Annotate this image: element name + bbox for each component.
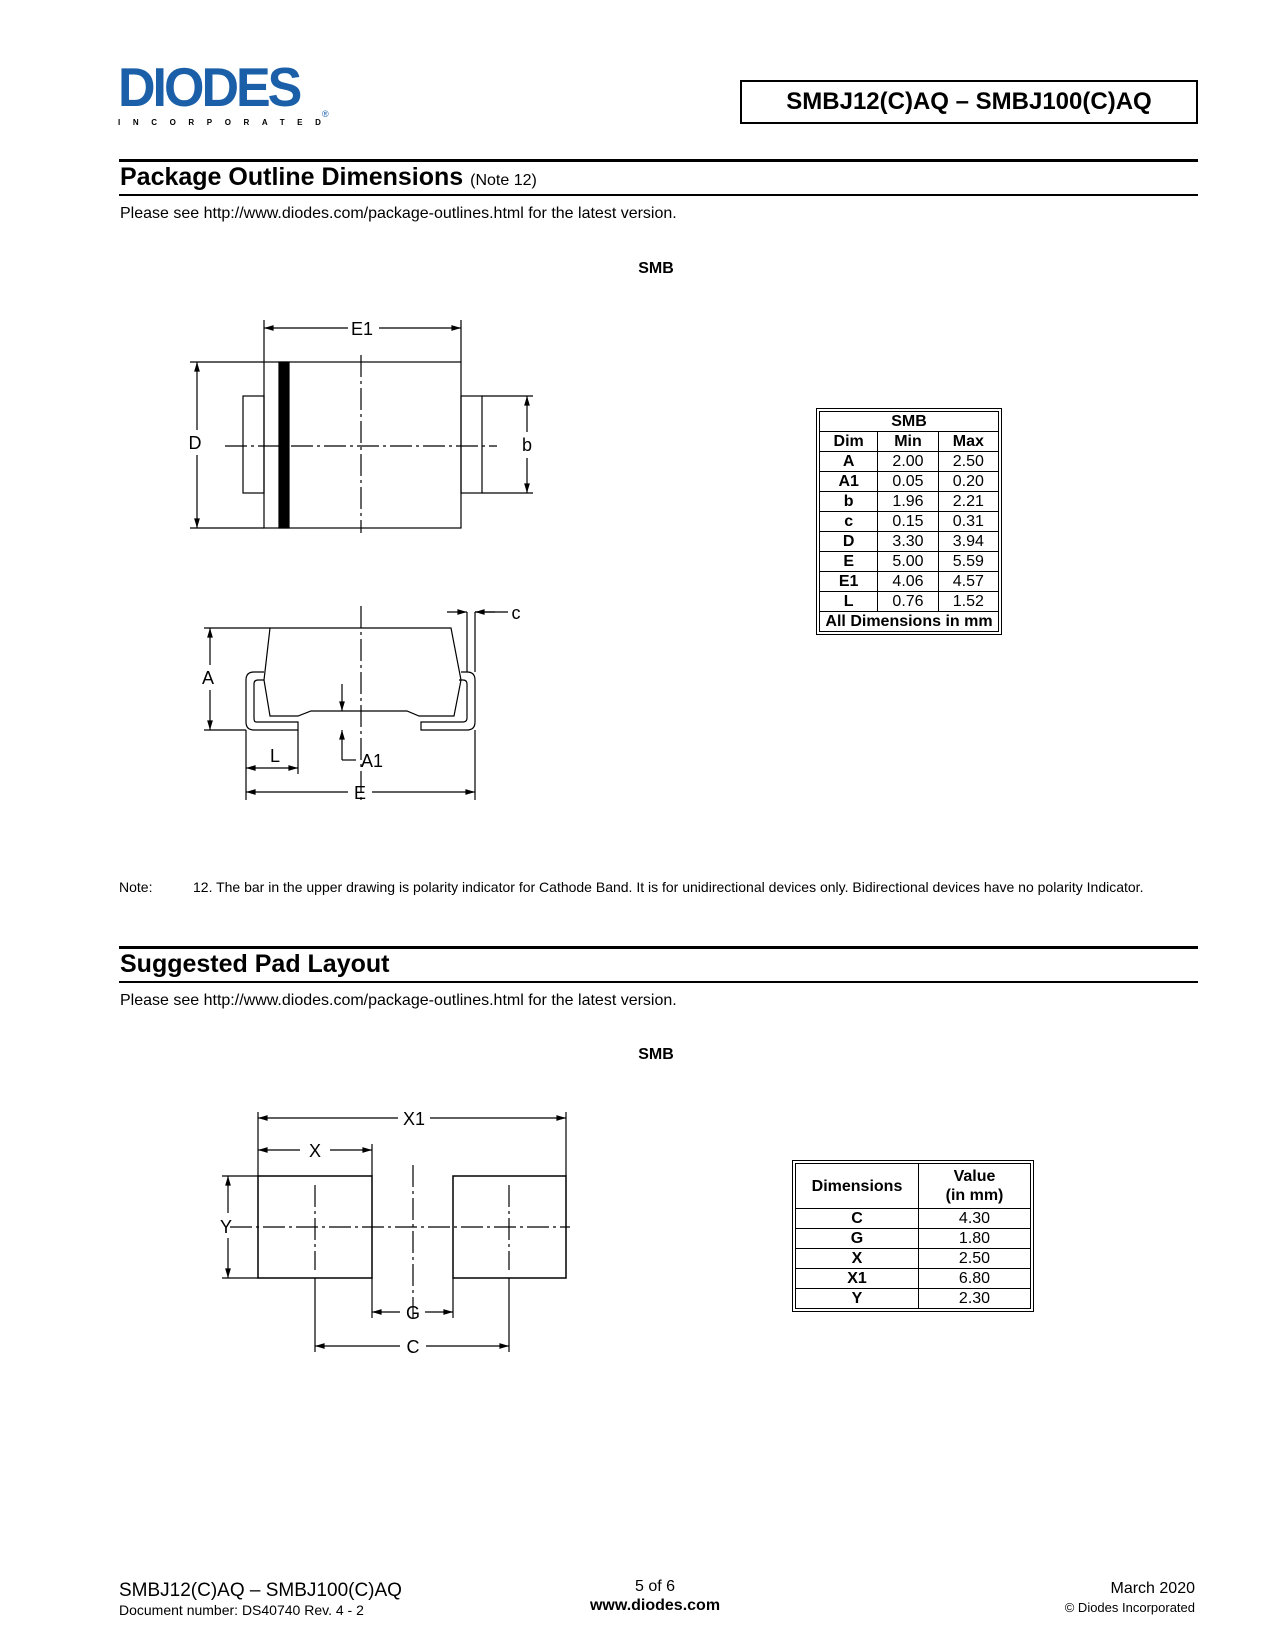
dim-cell: X1 bbox=[796, 1269, 919, 1289]
table-row bbox=[820, 452, 999, 472]
outline-note-ref: (Note 12) bbox=[470, 172, 537, 189]
outline-link-text: Please see http://www.diodes.com/package-outlines.html for the latest version. bbox=[120, 205, 677, 222]
table-row bbox=[820, 532, 999, 552]
table-row bbox=[820, 492, 999, 512]
min-cell: 5.00 bbox=[878, 552, 938, 572]
min-cell: 0.05 bbox=[878, 472, 938, 492]
min-cell: 0.76 bbox=[878, 592, 938, 612]
value-cell: 1.80 bbox=[919, 1229, 1031, 1249]
max-cell: 3.94 bbox=[938, 532, 998, 552]
top-view-body bbox=[264, 362, 461, 528]
min-cell: 4.06 bbox=[878, 572, 938, 592]
value-cell: 2.50 bbox=[919, 1249, 1031, 1269]
dim-cell: A1 bbox=[820, 472, 878, 492]
pad-dimensions-table bbox=[792, 1160, 1034, 1312]
dim-cell: E1 bbox=[820, 572, 878, 592]
max-cell: 5.59 bbox=[938, 552, 998, 572]
pad-table-header-value-line1: Value bbox=[953, 1168, 996, 1185]
footer-page-number: 5 of 6 bbox=[634, 1578, 676, 1595]
side-view-body bbox=[264, 628, 461, 716]
pad-link-text: Please see http://www.diodes.com/package-outlines.html for the latest version. bbox=[120, 992, 677, 1009]
table-row bbox=[820, 512, 999, 532]
table-row bbox=[796, 1249, 1031, 1269]
table-row bbox=[796, 1229, 1031, 1249]
table-row bbox=[820, 592, 999, 612]
dim-label-L: L bbox=[269, 746, 281, 766]
table-row bbox=[820, 472, 999, 492]
outline-table-header: Max bbox=[938, 432, 998, 452]
dim-cell: C bbox=[796, 1209, 919, 1229]
part-number-box: SMBJ12(C)AQ – SMBJ100(C)AQ bbox=[740, 80, 1198, 124]
dim-label-E: E bbox=[353, 783, 367, 803]
outline-table-header: Min bbox=[878, 432, 938, 452]
table-row bbox=[796, 1209, 1031, 1229]
outline-dimensions-table bbox=[816, 408, 1002, 635]
table-row bbox=[796, 1269, 1031, 1289]
note-label: Note: bbox=[119, 879, 153, 895]
pad-label-C: C bbox=[406, 1337, 420, 1357]
dim-label-A1: A1 bbox=[360, 751, 384, 771]
table-row bbox=[796, 1289, 1031, 1309]
value-cell: 2.30 bbox=[919, 1289, 1031, 1309]
side-view-lead-left bbox=[246, 672, 298, 730]
note-text: 12. The bar in the upper drawing is polarity indicator for Cathode Band. It is for unidirectional devices only. Bidirectional devices have no polarity Indicator. bbox=[193, 879, 1144, 895]
pad-section-rule-top bbox=[119, 946, 1198, 949]
pad-section-rule-bottom bbox=[119, 981, 1198, 983]
dim-cell: Y bbox=[796, 1289, 919, 1309]
outline-table-title: SMB bbox=[820, 412, 999, 432]
diodes-logo: DIODES bbox=[118, 57, 300, 119]
dim-cell: E bbox=[820, 552, 878, 572]
footer-website: www.diodes.com bbox=[589, 1597, 721, 1614]
logo-subtext: INCORPORATED bbox=[118, 118, 334, 127]
dim-cell: D bbox=[820, 532, 878, 552]
value-cell: 4.30 bbox=[919, 1209, 1031, 1229]
outline-package-label: SMB bbox=[638, 260, 674, 277]
top-view-lead-right bbox=[461, 396, 482, 493]
min-cell: 2.00 bbox=[878, 452, 938, 472]
table-row bbox=[820, 552, 999, 572]
pad-table-header-value-line2: (in mm) bbox=[945, 1187, 1004, 1204]
max-cell: 0.31 bbox=[938, 512, 998, 532]
footer-doc-number: Document number: DS40740 Rev. 4 - 2 bbox=[119, 1602, 364, 1618]
dim-label-b: b bbox=[521, 435, 533, 455]
footer-date: March 2020 bbox=[1110, 1580, 1195, 1597]
dim-label-E1: E1 bbox=[350, 319, 374, 339]
dim-cell: L bbox=[820, 592, 878, 612]
min-cell: 0.15 bbox=[878, 512, 938, 532]
dim-label-c: c bbox=[511, 603, 521, 623]
pad-package-label: SMB bbox=[638, 1046, 674, 1063]
dim-label-A: A bbox=[201, 668, 215, 688]
max-cell: 2.50 bbox=[938, 452, 998, 472]
pad-table-header-value bbox=[919, 1164, 1031, 1209]
table-row bbox=[820, 572, 999, 592]
min-cell: 1.96 bbox=[878, 492, 938, 512]
footer-part-number: SMBJ12(C)AQ – SMBJ100(C)AQ bbox=[119, 1580, 402, 1601]
min-cell: 3.30 bbox=[878, 532, 938, 552]
max-cell: 4.57 bbox=[938, 572, 998, 592]
dim-cell: c bbox=[820, 512, 878, 532]
footer-copyright: © Diodes Incorporated bbox=[1064, 1600, 1195, 1615]
pad-label-Y: Y bbox=[219, 1217, 233, 1237]
pad-label-G: G bbox=[405, 1303, 421, 1323]
pad-label-X1: X1 bbox=[402, 1109, 426, 1129]
outline-title: Package Outline Dimensions bbox=[120, 163, 464, 191]
pad-table-header-dimensions: Dimensions bbox=[796, 1164, 919, 1209]
max-cell: 0.20 bbox=[938, 472, 998, 492]
top-view-lead-left bbox=[243, 396, 264, 493]
side-view-lead-right bbox=[421, 672, 475, 730]
logo-registered-mark: ® bbox=[322, 109, 329, 119]
max-cell: 2.21 bbox=[938, 492, 998, 512]
dim-cell: A bbox=[820, 452, 878, 472]
value-cell: 6.80 bbox=[919, 1269, 1031, 1289]
pad-layout-drawing bbox=[0, 1080, 700, 1360]
dim-cell: X bbox=[796, 1249, 919, 1269]
dim-cell: b bbox=[820, 492, 878, 512]
outline-table-footer: All Dimensions in mm bbox=[820, 612, 999, 632]
max-cell: 1.52 bbox=[938, 592, 998, 612]
cathode-band bbox=[279, 362, 289, 528]
pad-label-X: X bbox=[308, 1141, 322, 1161]
outline-table-header: Dim bbox=[820, 432, 878, 452]
pad-section-title: Suggested Pad Layout bbox=[120, 950, 390, 978]
dim-cell: G bbox=[796, 1229, 919, 1249]
dim-label-D: D bbox=[188, 433, 202, 453]
